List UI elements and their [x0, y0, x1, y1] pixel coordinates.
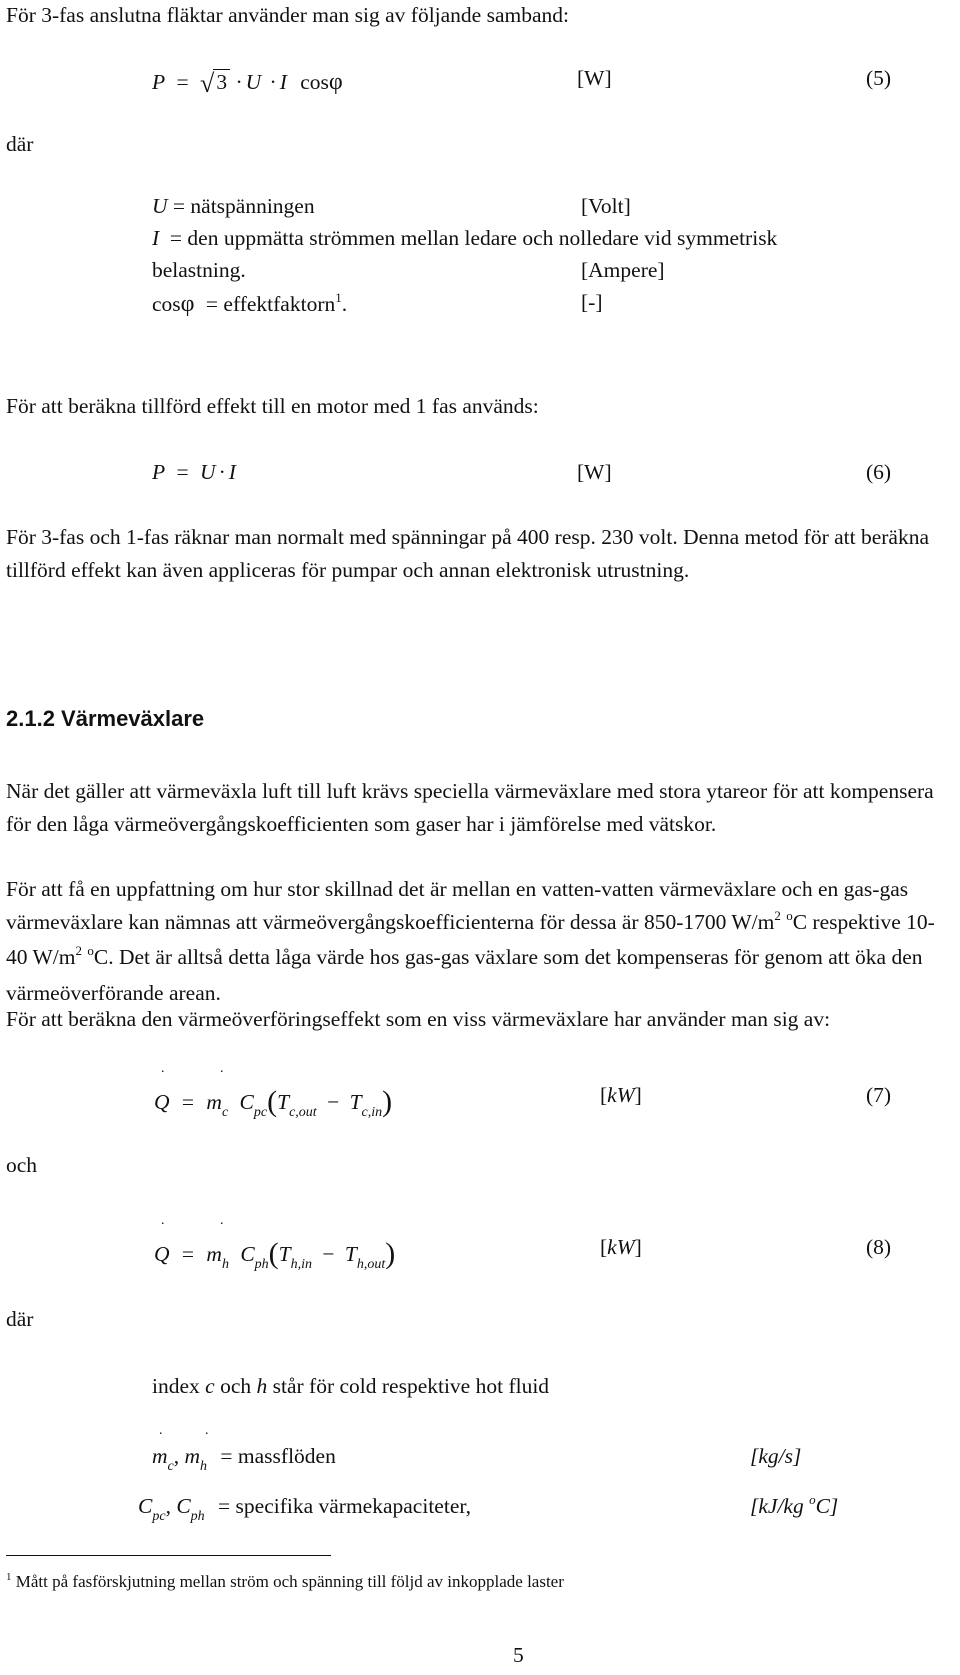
mass-flow-unit: [kg/s]	[750, 1444, 802, 1468]
section-heading: 2.1.2 Värmeväxlare	[6, 706, 205, 731]
dot-icon: .	[220, 1213, 224, 1228]
equation-5: P = √ 3 · U · I cosφ	[152, 69, 343, 98]
dot-icon: .	[205, 1423, 209, 1438]
def-cos: cosφ = effektfaktorn$^1$.	[152, 290, 348, 317]
sqrt-icon: √ 3	[200, 68, 227, 94]
para-one-phase: För att beräkna tillförd effekt till en motor med 1 fas används:	[6, 394, 539, 418]
equation-6-number: (6)	[866, 460, 892, 484]
def-u: U = nätspänningen	[152, 194, 315, 218]
dar-label: där	[6, 132, 34, 156]
intro-text: För 3-fas anslutna fläktar använder man sig av följande samband:	[6, 3, 569, 27]
footnote-ref: 1	[335, 290, 342, 305]
page-number: 5	[513, 1643, 524, 1667]
para-2: För att få en uppfattning om hur stor skillnad det är mellan en vatten-vatten värmeväxlare och en gas-gas värmeväxlare kan nämnas att värmeövergångskoefficienterna för dessa är 850-1700 $W/m^2$ $^o$C respektive 10-40 $W/m^2$ $^o$C. Det är alltså detta låga värde hos gas-gas växlare som det kompenseras för genom att öka den värmeöverförande arean.	[6, 877, 935, 1005]
dot-icon: .	[159, 1423, 163, 1438]
footnote: $^1$ Mått på fasförskjutning mellan ström och spänning till följd av inkopplade laster	[6, 1571, 564, 1591]
mass-flow-def: $m_c$, $m_h$ = massflöden	[152, 1444, 336, 1474]
equation-7-number: (7)	[866, 1083, 892, 1107]
footnote-divider	[6, 1555, 331, 1556]
equation-8: $Q = m_h$ $C_{ph}(T_{h,in} - T_{h,out})$	[154, 1237, 396, 1272]
equation-7-unit: [kW]	[600, 1083, 642, 1107]
index-line: index c och h står för cold respektive hot fluid	[152, 1374, 550, 1398]
equation-8-number: (8)	[866, 1235, 892, 1259]
equation-8-unit: [kW]	[600, 1235, 642, 1259]
equation-6-unit: [W]	[577, 460, 612, 484]
def-i-unit: [Ampere]	[581, 258, 665, 282]
equation-6: P = U · I	[152, 460, 236, 484]
def-i-cont: belastning.	[152, 258, 246, 282]
dot-icon: .	[161, 1213, 165, 1228]
dot-icon: .	[220, 1061, 224, 1076]
def-cos-unit: [-]	[581, 290, 603, 314]
dar-label-2: där	[6, 1307, 34, 1331]
para-1: När det gäller att värmeväxla luft till luft krävs speciella värmeväxlare med stora ytareor för att kompensera för den låga värmeövergångskoefficienten som gaser har i jämförelse med vätskor.	[6, 779, 934, 836]
equation-5-unit: [W]	[577, 66, 612, 90]
para-3: För att beräkna den värmeöverföringseffekt som en viss värmeväxlare har använder man sig av:	[6, 1007, 831, 1031]
dot-icon: .	[161, 1061, 165, 1076]
equation-5-number: (5)	[866, 66, 892, 90]
equation-7: $Q = m_c$ $C_{pc}(T_{c,out} - T_{c,in})$	[154, 1085, 393, 1120]
para-voltage: För 3-fas och 1-fas räknar man normalt med spänningar på 400 resp. 230 volt. Denna metod för att beräkna tillförd effekt kan även appliceras för pumpar och annan elektronisk utrustning.	[6, 525, 930, 582]
och-label: och	[6, 1153, 38, 1177]
def-u-unit: [Volt]	[581, 194, 631, 218]
heat-capacity-def: $C_{pc}$, $C_{ph}$ = specifika värmekapaciteter,	[138, 1494, 472, 1524]
def-i: I = den uppmätta strömmen mellan ledare och nolledare vid symmetrisk	[152, 226, 778, 250]
heat-capacity-unit: [kJ/kg $^o$C]	[750, 1492, 839, 1518]
